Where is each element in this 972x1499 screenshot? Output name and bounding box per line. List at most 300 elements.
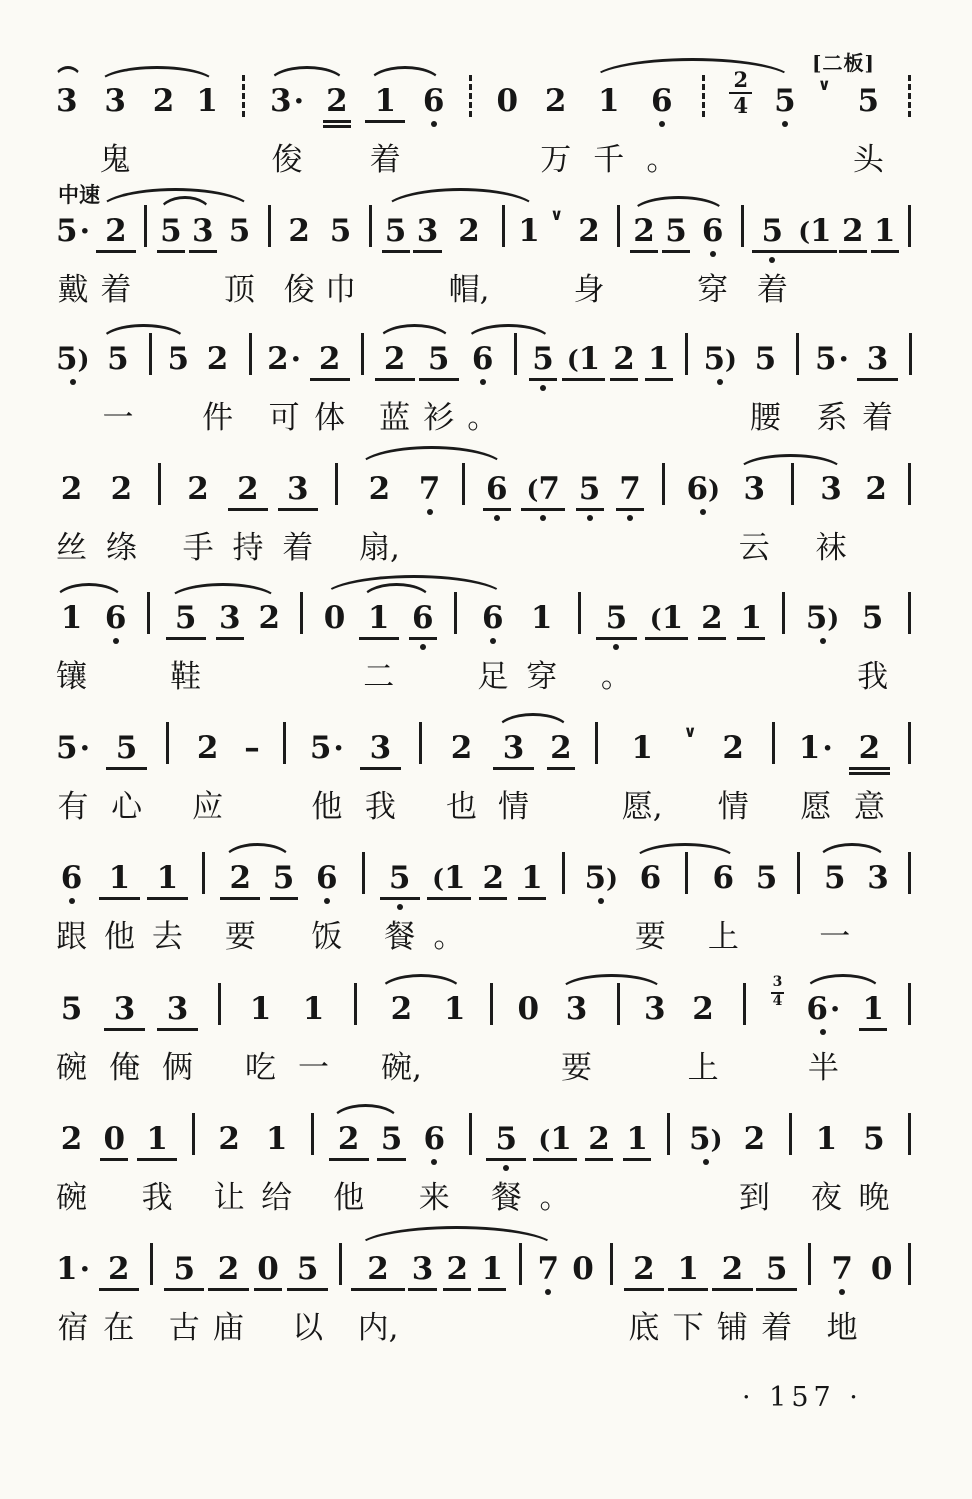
note-marks (148, 1285, 156, 1302)
underline (443, 1288, 471, 1291)
note-digit: 0 (496, 83, 519, 119)
notation-row (722, 730, 744, 764)
note-digit: 1 (862, 991, 884, 1027)
notation-row (908, 860, 911, 894)
note-column (363, 574, 394, 698)
barline (614, 965, 622, 1089)
lyric-syllable: 。 (467, 400, 499, 436)
notation-row (107, 341, 129, 375)
note-marks (298, 634, 306, 651)
note-column (673, 1225, 704, 1349)
underline (576, 508, 604, 511)
notation-row (250, 991, 272, 1025)
note-marks (365, 764, 396, 781)
lyric-syllable: 着 (369, 142, 401, 178)
barline-stroke (311, 1113, 314, 1155)
note-column (100, 187, 131, 311)
note-marks (162, 1025, 193, 1042)
note-digit: 2 (578, 213, 600, 249)
note-marks (370, 117, 401, 134)
notation-row (703, 341, 736, 375)
lyric-syllable: 俺 (109, 1050, 140, 1086)
notation-row (423, 83, 445, 117)
note-digit: 5 (823, 860, 846, 896)
note-marks (750, 375, 781, 392)
note-marks (232, 505, 263, 522)
notation-row (192, 1121, 195, 1155)
barline (351, 965, 359, 1089)
notation-row (862, 600, 884, 634)
note-column (56, 574, 87, 698)
barline-stroke (490, 983, 493, 1025)
low-octave-dot (490, 638, 496, 644)
underline (228, 508, 268, 511)
notation-row (531, 600, 553, 634)
note-digit: 2 (721, 1251, 744, 1287)
note-column (104, 1095, 126, 1219)
note-digit: 1 (302, 991, 325, 1027)
note-marks (257, 1285, 279, 1302)
music-system (56, 57, 914, 181)
note-digit: 5 (174, 600, 197, 636)
note-marks (688, 1025, 719, 1042)
music-system (56, 315, 914, 439)
note-column (799, 704, 833, 828)
low-octave-dot (703, 1159, 709, 1165)
note-column (774, 57, 796, 181)
note-digit: 2 (841, 213, 864, 249)
note-column (423, 57, 445, 181)
note-digit: 2 (446, 1251, 469, 1287)
note-marks (798, 247, 831, 264)
note-marks (487, 1025, 495, 1042)
note-column (853, 57, 884, 181)
note-marks (156, 505, 164, 522)
note-column (862, 315, 893, 439)
note-marks (906, 505, 914, 522)
note-marks (169, 1285, 200, 1302)
barline (215, 965, 223, 1089)
note-column (314, 315, 345, 439)
breath-mark-glyph: ∨ (683, 722, 697, 741)
note-digit: 2 (701, 600, 723, 636)
note-column (574, 187, 605, 311)
note-digit: 5 (578, 471, 601, 507)
note-column (324, 574, 346, 698)
notation-row (755, 341, 777, 375)
note-marks (366, 247, 374, 264)
note-column (56, 187, 90, 311)
music-system (56, 187, 914, 311)
lyric-syllable: 件 (202, 400, 234, 436)
note-digit: 7 (538, 471, 560, 507)
note-marks (718, 764, 749, 781)
barline-stroke (685, 333, 688, 375)
notation-row (806, 600, 839, 634)
note-marks (466, 117, 474, 134)
lyric-syllable: 心 (111, 789, 143, 825)
underline (377, 1158, 405, 1161)
note-marks (550, 764, 572, 781)
note-marks (332, 505, 340, 522)
underline (189, 250, 217, 253)
note-digit: 1 (647, 341, 670, 377)
note-column (310, 704, 344, 828)
note-marks (419, 505, 441, 522)
note-column (689, 1095, 722, 1219)
note-digit: 0 (870, 1251, 893, 1287)
note-digit: 5 (605, 600, 628, 636)
note-digit: 5 (774, 83, 796, 119)
notation-row (578, 213, 600, 247)
note-marks (183, 505, 214, 522)
underline (310, 378, 350, 381)
notation-row (526, 471, 559, 505)
note-digit: 6 (482, 600, 504, 636)
note-column (56, 445, 87, 569)
lyric-syllable: 穿 (526, 659, 558, 695)
duration-dot: · (838, 342, 849, 377)
note-digit: 7 (619, 471, 641, 507)
note-marks (770, 764, 778, 781)
note-marks (273, 894, 295, 911)
note-marks (699, 117, 707, 134)
note-column (232, 445, 263, 569)
barline-stroke (909, 333, 912, 375)
lyric-syllable: 以 (292, 1310, 324, 1346)
note-column (192, 704, 223, 828)
notation-row (610, 1251, 613, 1285)
duration-dot: · (290, 342, 302, 377)
underline (408, 1288, 436, 1291)
lyric-syllable: 着 (756, 272, 788, 308)
note-column (325, 187, 356, 311)
note-marks (865, 505, 887, 522)
note-marks (701, 634, 723, 651)
lyric-syllable: 鞋 (170, 659, 202, 695)
barline (240, 57, 248, 181)
note-digit: 2 (196, 730, 219, 766)
note-marks (104, 1155, 126, 1172)
note-marks (683, 894, 691, 911)
note-digit: 5 (665, 213, 687, 249)
lyric-syllable: 古 (168, 1310, 200, 1346)
note-marks (385, 247, 407, 264)
note-column (284, 187, 315, 311)
note-marks (585, 894, 618, 911)
notation-row (483, 860, 505, 894)
notation-row (481, 1251, 503, 1285)
note-marks (854, 764, 885, 781)
lyric-syllable: 腰 (749, 400, 781, 436)
note-column (739, 445, 770, 569)
note-marks (739, 505, 770, 522)
notation-row (330, 213, 352, 247)
note-marks (867, 894, 889, 911)
low-octave-dot (540, 385, 546, 391)
note-marks (819, 894, 850, 911)
note-digit: 0 (572, 1251, 594, 1287)
note-marks (739, 1155, 770, 1172)
barline (906, 187, 914, 311)
note-marks (324, 634, 346, 651)
tempo-label: 中速 (58, 182, 100, 207)
note-digit: 2 (482, 860, 505, 896)
notation-row (756, 860, 778, 894)
note-digit: 2 (288, 213, 310, 249)
note-digit: 2 (218, 1121, 240, 1157)
note-column (593, 57, 624, 181)
note-digit: 5 (160, 213, 182, 249)
notation-row (782, 600, 785, 634)
note-column (532, 315, 554, 439)
lyric-syllable: 系 (816, 400, 848, 436)
note-digit: 5 (380, 1121, 403, 1157)
lyric-syllable: 帽, (448, 272, 490, 308)
barline-stroke (796, 333, 799, 375)
note-digit: 1 (578, 341, 601, 377)
note-marks (789, 505, 797, 522)
underline (596, 637, 636, 640)
barline-stroke (300, 592, 303, 634)
notation-row (867, 860, 889, 894)
lyric-syllable: 情 (717, 789, 749, 825)
notation-row (585, 860, 618, 894)
note-marks (498, 764, 529, 781)
barline (906, 834, 914, 958)
note-marks (261, 1155, 292, 1172)
underline (409, 637, 437, 640)
lyric-syllable: 穿 (697, 272, 729, 308)
note-marks (650, 634, 683, 651)
note-digit: 3 (565, 991, 588, 1027)
notation-row (762, 213, 784, 247)
note-column (196, 57, 218, 181)
note-column (871, 1225, 893, 1349)
note-column (540, 57, 571, 181)
note-column (798, 187, 831, 311)
note-column (105, 574, 127, 698)
notation-row (806, 991, 840, 1025)
notation-row (316, 860, 338, 894)
underline (478, 1288, 506, 1291)
note-marks (486, 505, 508, 522)
note-marks (853, 117, 884, 134)
note-column (160, 187, 182, 311)
note-column (224, 187, 255, 311)
note-column (579, 445, 601, 569)
note-marks (780, 634, 788, 651)
barline-stroke (743, 983, 746, 1025)
note-digit: 5 (765, 1251, 788, 1287)
notation-row (389, 860, 411, 894)
note-column (214, 1095, 245, 1219)
note-column (162, 965, 193, 1089)
note-column (170, 574, 201, 698)
notation-row (116, 730, 138, 764)
notation-row (545, 83, 567, 117)
note-digit: 1 (518, 213, 540, 249)
note-column (486, 445, 508, 569)
note-marks (567, 375, 600, 392)
notation-row (686, 471, 719, 505)
notation-row (444, 991, 466, 1025)
barline (780, 574, 788, 698)
barline (358, 315, 366, 439)
notation-row (104, 83, 126, 117)
lyric-syllable: 巾 (325, 272, 357, 308)
note-marks (561, 1025, 592, 1042)
note-digit: 5 (60, 991, 83, 1027)
notation-row (108, 1251, 130, 1285)
notation-row (538, 1121, 571, 1155)
lyric-syllable: 饭 (311, 919, 343, 955)
notation-row (550, 205, 564, 247)
note-column (192, 187, 214, 311)
note-marks (412, 1285, 434, 1302)
notation-row (381, 1121, 403, 1155)
note-marks (423, 375, 454, 392)
duration-dot: · (822, 731, 833, 766)
note-digit: 2 (865, 471, 887, 507)
note-digit: 6 (701, 213, 724, 249)
note-marks (614, 1025, 622, 1042)
notation-row (310, 730, 344, 764)
barline (741, 965, 749, 1089)
note-marks (806, 1025, 840, 1042)
music-system (56, 1225, 914, 1349)
notation-row (741, 600, 763, 634)
note-column (104, 834, 135, 958)
underline (164, 1288, 204, 1291)
note-digit: 3 (866, 341, 889, 377)
lyric-syllable: 一 (298, 1050, 329, 1086)
note-digit: 1 (156, 860, 179, 896)
note-marks (56, 117, 78, 134)
note-marks (225, 894, 256, 911)
note-marks (526, 505, 559, 522)
lyric-syllable: 头 (852, 142, 884, 178)
note-column (56, 1095, 87, 1219)
note-digit: 1 (521, 860, 543, 896)
time-sig-denominator: 4 (733, 92, 749, 118)
barline (786, 1095, 794, 1219)
notation-row (219, 600, 241, 634)
note-digit: 6 (651, 83, 673, 119)
barline (459, 445, 467, 569)
note-marks (381, 1155, 403, 1172)
barline (607, 1225, 615, 1349)
note-marks (381, 1025, 422, 1042)
note-digit: 2 (217, 1251, 240, 1287)
underline (756, 1288, 796, 1291)
breath-mark-glyph: ∨ (817, 75, 831, 94)
note-marks (575, 634, 583, 651)
note-marks (153, 117, 175, 134)
barline (664, 1095, 672, 1219)
note-column (56, 315, 89, 439)
note-column (517, 965, 539, 1089)
notation-row (374, 83, 396, 117)
note-column (282, 445, 313, 569)
close-paren: ) (606, 864, 618, 893)
lyric-syllable: 丝 (56, 530, 87, 566)
underline (547, 767, 575, 770)
note-marks (284, 247, 315, 264)
notation-row (56, 730, 90, 764)
note-marks (615, 247, 623, 264)
note-marks (142, 1155, 173, 1172)
barline-stroke (908, 592, 911, 634)
note-marks (189, 1155, 197, 1172)
lyric-syllable: 意 (853, 789, 885, 825)
note-digit: 2 (450, 730, 473, 766)
note-column (572, 1225, 594, 1349)
lyric-syllable: 底 (628, 1310, 660, 1346)
note-marks (56, 247, 90, 264)
underline (752, 250, 792, 253)
lyric-syllable: 衫 (423, 400, 455, 436)
barline-stroke (908, 75, 911, 117)
note-marks (265, 247, 273, 264)
notation-row (114, 991, 136, 1025)
note-marks (516, 1285, 524, 1302)
notation-row (862, 991, 884, 1025)
note-marks (240, 117, 248, 134)
lyric-syllable: 上 (687, 1050, 719, 1086)
note-digit: 6 (412, 600, 434, 636)
notation-row (626, 1121, 648, 1155)
note-marks (56, 894, 87, 911)
note-marks (298, 1025, 329, 1042)
low-octave-dot (69, 898, 75, 904)
note-marks (417, 764, 425, 781)
note-marks (467, 375, 498, 392)
notation-row (908, 991, 911, 1025)
note-digit: 0 (103, 1121, 126, 1157)
barline-stroke (249, 333, 252, 375)
lyric-syllable: 我 (141, 1180, 173, 1216)
note-digit: 2 (110, 471, 133, 507)
note-digit: 5 (296, 1251, 319, 1287)
barline-stroke (242, 75, 245, 117)
note-marks (446, 764, 477, 781)
note-digit: 3 (192, 213, 214, 249)
note-column (708, 834, 739, 958)
note-marks (738, 247, 746, 264)
note-marks (862, 375, 893, 392)
barline (451, 574, 459, 698)
lyric-syllable: 铺 (716, 1310, 748, 1346)
note-column (381, 965, 422, 1089)
notation-row (859, 730, 881, 764)
barline (906, 315, 914, 439)
note-digit: 5 (688, 1121, 711, 1157)
note-digit: 5 (272, 860, 295, 896)
note-column (819, 834, 850, 958)
note-column (601, 574, 632, 698)
note-digit: 5 (309, 730, 332, 766)
notation-row (370, 730, 392, 764)
notation-row (61, 1121, 83, 1155)
note-marks (756, 894, 778, 911)
low-octave-dot (427, 509, 433, 515)
barline (298, 574, 306, 698)
barline-stroke (667, 1113, 670, 1155)
notation-row (266, 1121, 288, 1155)
note-marks (708, 894, 739, 911)
underline (216, 637, 244, 640)
